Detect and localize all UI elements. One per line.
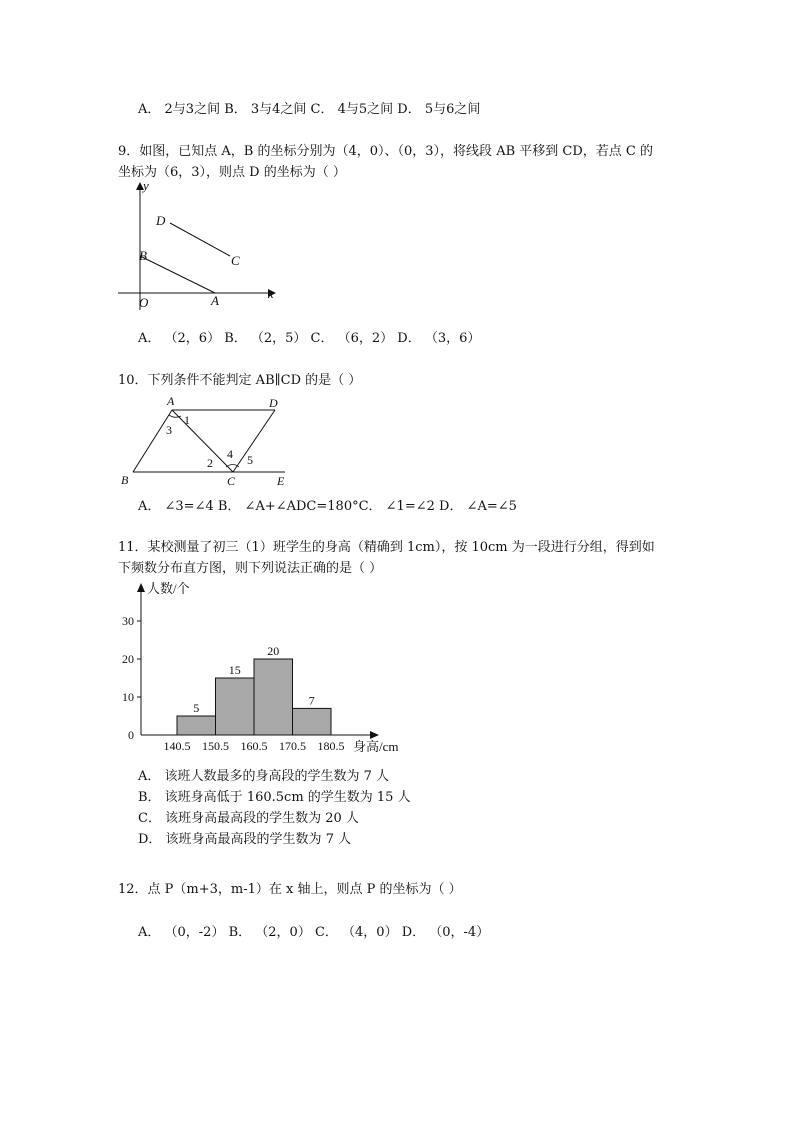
hist-x-label: 身高/cm xyxy=(353,739,399,754)
hist-bar xyxy=(177,716,216,735)
q11-option-d: D． 该班身高最高段的学生数为 7 人 xyxy=(138,832,352,847)
q9-label-c: C xyxy=(231,253,240,268)
q10-angle-5: 5 xyxy=(247,453,253,467)
q10-arc-a xyxy=(169,415,181,417)
q9-options: A． （2，6） B． （2，5） C． （6，2） D． （3，6） xyxy=(138,331,481,346)
q10-angle-1: 1 xyxy=(184,413,190,427)
q10-options: A． ∠3=∠4 B． ∠A+∠ADC=180°C． ∠1=∠2 D． ∠A=∠5 xyxy=(138,499,517,514)
hist-y-tick-label: 30 xyxy=(122,614,134,628)
q9-label-a: A xyxy=(211,293,219,308)
q9-segment-cd xyxy=(170,223,230,256)
hist-x-tick-label: 170.5 xyxy=(279,739,306,753)
q12-stem: 12．点 P（m+3，m-1）在 x 轴上，则点 P 的坐标为（ ） xyxy=(118,882,462,897)
q10-label-a: A xyxy=(167,394,175,408)
q9-stem-line2: 坐标为（6，3），则点 D 的坐标为（ ） xyxy=(118,165,346,180)
q10-angle-2: 2 xyxy=(207,456,213,470)
hist-x-tick-label: 150.5 xyxy=(202,739,229,753)
hist-bar xyxy=(216,678,255,735)
q9-label-y: y xyxy=(143,178,149,193)
q10-line-ab xyxy=(133,410,172,472)
q11-stem-line1: 11．某校测量了初三（1）班学生的身高（精确到 1cm），按 10cm 为一段进行分组，得到如 xyxy=(118,540,655,555)
hist-bar-value-label: 15 xyxy=(228,663,241,677)
q9-figure xyxy=(110,178,280,313)
q10-label-d: D xyxy=(269,396,278,410)
hist-x-tick-label: 160.5 xyxy=(240,739,268,753)
q11-option-b: B． 该班身高低于 160.5cm 的学生数为 15 人 xyxy=(138,790,411,805)
q11-histogram xyxy=(110,578,410,758)
q9-stem-line1: 9．如图，已知点 A，B 的坐标分别为（4，0）、（0，3），将线段 AB 平移到 CD，若点 C 的 xyxy=(118,144,653,159)
q8-options: A． 2与3之间 B． 3与4之间 C． 4与5之间 D． 5与6之间 xyxy=(138,102,481,117)
q9-label-x: x xyxy=(268,286,274,301)
hist-y-label: 人数/个 xyxy=(147,581,190,596)
q9-label-o: O xyxy=(139,295,149,310)
hist-y-tick-label: 20 xyxy=(122,652,134,666)
q10-line-dc xyxy=(233,410,275,472)
q10-label-e: E xyxy=(277,474,285,488)
hist-x-tick-label: 140.5 xyxy=(163,739,191,753)
q11-stem-line2: 下频数分布直方图，则下列说法正确的是（ ） xyxy=(118,561,383,576)
hist-y-tick-label: 10 xyxy=(122,690,134,704)
hist-x-arrow xyxy=(370,731,379,739)
q9-label-d: D xyxy=(156,213,166,228)
hist-bar-value-label: 20 xyxy=(267,644,280,658)
hist-y-arrow xyxy=(137,583,145,592)
q10-angle-4: 4 xyxy=(227,447,233,461)
hist-bar xyxy=(293,708,332,735)
q10-stem: 10．下列条件不能判定 AB∥CD 的是（ ） xyxy=(118,373,362,388)
hist-bar-value-label: 7 xyxy=(308,693,315,708)
q10-label-b: B xyxy=(121,473,129,487)
q10-figure xyxy=(115,392,295,487)
q11-option-a: A． 该班人数最多的身高段的学生数为 7 人 xyxy=(138,769,390,784)
hist-y-tick-label: 0 xyxy=(128,728,134,742)
q10-line-ac xyxy=(172,410,233,472)
q9-label-b: B xyxy=(139,248,147,263)
q10-angle-3: 3 xyxy=(166,423,172,437)
q10-label-c: C xyxy=(227,474,236,488)
hist-bar xyxy=(254,659,293,735)
q9-segment-ab xyxy=(140,256,215,293)
hist-bar-value-label: 5 xyxy=(193,701,200,715)
q12-options: A． （0，-2） B． （2，0） C． （4，0） D． （0，-4） xyxy=(138,925,490,940)
q11-option-c: C． 该班身高最高段的学生数为 20 人 xyxy=(138,811,359,826)
hist-x-tick-label: 180.5 xyxy=(317,739,345,753)
